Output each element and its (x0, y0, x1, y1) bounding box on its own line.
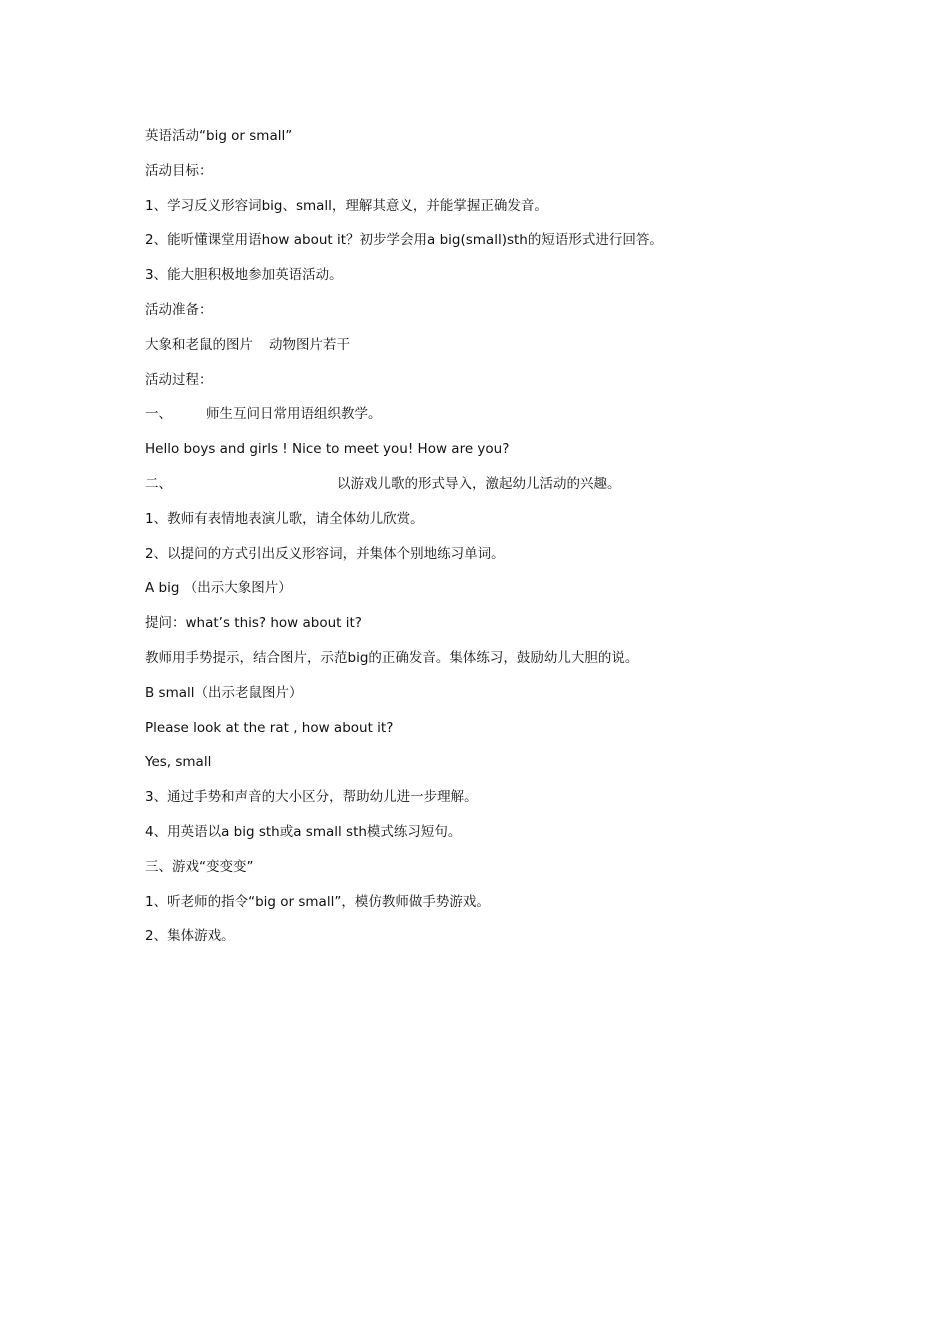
step-2-item-2: 2、以提问的方式引出反义形容词，并集体个别地练习单词。 (145, 545, 505, 562)
step-3-item-1: 1、听老师的指令“big or small”，模仿教师做手势游戏。 (145, 893, 490, 910)
step-1-text: 师生互问日常用语组织教学。 (206, 406, 382, 423)
a-big-line: A big （出示大象图片） (145, 580, 292, 597)
step-2-item-3: 3、通过手势和声音的大小区分，帮助幼儿进一步理解。 (145, 789, 478, 806)
step-1-number: 一、 (145, 406, 172, 423)
step-2-text: 以游戏儿歌的形式导入，激起幼儿活动的兴趣。 (337, 475, 621, 492)
step-3-item-2: 2、集体游戏。 (145, 928, 235, 945)
goal-3: 3、能大胆积极地参加英语活动。 (145, 267, 343, 284)
prep-items (145, 335, 865, 370)
prep-heading: 活动准备： (145, 301, 213, 318)
goals-heading: 活动目标： (145, 162, 213, 179)
yes-small-line: Yes, small (145, 754, 212, 771)
document-title: 英语活动“big or small” (145, 128, 293, 144)
rat-question-line: Please look at the rat , how about it? (145, 719, 394, 736)
step-2-item-1: 1、教师有表情地表演儿歌，请全体幼儿欣赏。 (145, 510, 424, 527)
b-small-line: B small（出示老鼠图片） (145, 684, 303, 701)
goal-2: 2、能听懂课堂用语how about it？初步学会用a big(small)sth的短语形式进行回答。 (145, 232, 663, 249)
question-line: 提问：what’s this? how about it? (145, 615, 362, 632)
document-body (145, 126, 865, 961)
prep-item-2: 动物图片若干 (269, 336, 350, 353)
step-3-heading: 三、游戏“变变变” (145, 858, 254, 875)
step-2 (145, 474, 865, 509)
step-2-number: 二、 (145, 475, 172, 492)
step-1 (145, 404, 865, 439)
teacher-demo-line: 教师用手势提示，结合图片，示范big的正确发音。集体练习，鼓励幼儿大胆的说。 (145, 649, 639, 666)
greeting-line: Hello boys and girls ! Nice to meet you! How are you? (145, 441, 510, 458)
prep-item-1: 大象和老鼠的图片 (145, 336, 253, 353)
process-heading: 活动过程： (145, 371, 213, 388)
step-2-item-4: 4、用英语以a big sth或a small sth模式练习短句。 (145, 823, 462, 840)
goal-1: 1、学习反义形容词big、small，理解其意义，并能掌握正确发音。 (145, 197, 548, 214)
